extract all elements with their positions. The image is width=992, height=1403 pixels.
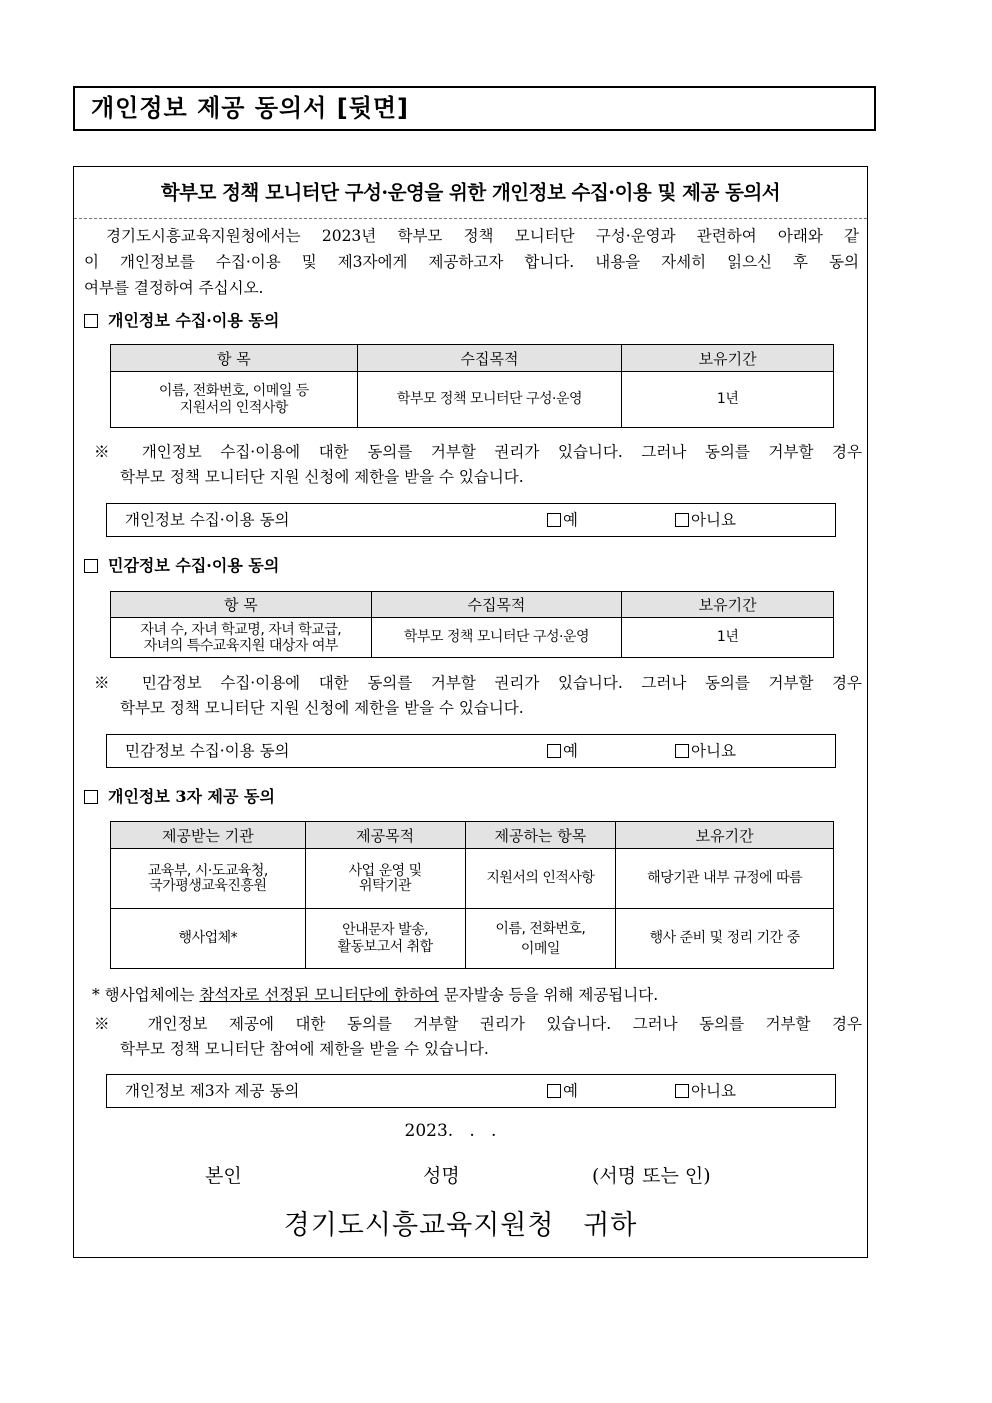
intro-line: 경기도시흥교육지원청에서는 2023년 학부모 정책 모니터단 구성·운영과 관련하여 아래와 같 [106,227,859,245]
no-label: 아니요 [691,742,736,760]
intro-line: 이 개인정보를 수집·이용 및 제3자에게 제공하고자 합니다. 내용을 자세히 읽으신 후 동의 [84,253,859,271]
table-header-row [111,345,834,372]
square-icon [84,314,98,328]
table-header-cell: 수집목적 [357,345,622,372]
table-row [111,909,834,969]
section1-heading [84,310,279,332]
vendor-note-underlined: 참석자로 선정된 모니터단에 한하여 [199,986,439,1004]
square-icon [84,559,98,573]
cell-line: 이름, 전화번호, [495,920,586,937]
table-cell [305,849,465,909]
intro-line: 여부를 결정하여 주십시오. [84,279,264,297]
table-cell: 1년 [622,618,834,658]
table-cell: 해당기관 내부 규정에 따름 [616,849,834,909]
table-header-cell: 항 목 [111,345,358,372]
section2-agree-box [106,734,836,768]
date-line [74,1121,867,1141]
yes-label: 예 [563,511,578,529]
cell-line: 자녀 수, 자녀 학교명, 자녀 학교급, [140,621,342,638]
table-header-cell: 항 목 [111,592,372,618]
table-header-cell: 수집목적 [371,592,622,618]
note-line: ※ 개인정보 수집·이용에 대한 동의를 거부할 권리가 있습니다. 그러나 동의를 거부할 경우 [94,443,862,461]
cell-line: 자녀의 특수교육지원 대상자 여부 [143,637,338,654]
table-cell [305,909,465,969]
table-row [111,849,834,909]
table-cell: 행사 준비 및 정리 기간 중 [616,909,834,969]
cell-line: 국가평생교육진흥원 [149,877,267,894]
vendor-note-suffix: 문자발송 등을 위해 제공됩니다. [438,986,659,1004]
recipient-text: 경기도시흥교육지원청 귀하 [283,1210,638,1241]
table-header-row [111,822,834,849]
table-cell [465,909,616,969]
note-line: ※ 민감정보 수집·이용에 대한 동의를 거부할 권리가 있습니다. 그러나 동의를 거부할 경우 [94,674,862,692]
table-cell: 1년 [622,372,834,428]
section3-table [110,821,834,969]
table-row [111,618,834,658]
cell-line: 위탁기관 [359,877,412,894]
table-cell [111,849,306,909]
yes-label: 예 [563,742,578,760]
vendor-note-prefix: * 행사업체에는 [92,986,200,1004]
section2-note [94,671,862,721]
section2-heading-text: 민감정보 수집·이용 동의 [108,556,280,575]
cell-line: 지원서의 인적사항 [179,399,288,416]
table-header-cell: 보유기간 [616,822,834,849]
square-icon [84,790,98,804]
name-label[interactable]: 성명 [423,1165,460,1187]
table-header-cell: 제공하는 항목 [465,822,616,849]
agree-label: 민감정보 수집·이용 동의 [125,742,290,760]
section3-heading [84,786,275,808]
cell-line: 교육부, 시·도교육청, [147,862,268,879]
form-title: 학부모 정책 모니터단 구성·운영을 위한 개인정보 수집·이용 및 제공 동의서 [74,167,867,219]
table-row [111,372,834,428]
checkbox-icon[interactable] [547,513,561,527]
sign-label[interactable]: (서명 또는 인) [592,1165,711,1187]
no-option[interactable] [675,1075,736,1107]
no-label: 아니요 [691,511,736,529]
checkbox-icon[interactable] [675,744,689,758]
table-cell: 지원서의 인적사항 [465,849,616,909]
consent-form [73,166,868,1258]
table-cell [111,618,372,658]
cell-line: 안내문자 발송, [342,921,429,938]
note-line: 학부모 정책 모니터단 참여에 제한을 받을 수 있습니다. [120,1040,489,1058]
cell-line: 사업 운영 및 [348,862,422,879]
self-label: 본인 [205,1165,242,1187]
section1-heading-text: 개인정보 수집·이용 동의 [108,311,280,330]
cell-line: 이름, 전화번호, 이메일 등 [158,382,309,399]
table-header-cell: 제공목적 [305,822,465,849]
note-line: 학부모 정책 모니터단 지원 신청에 제한을 받을 수 있습니다. [120,468,524,486]
recipient-line [74,1203,867,1242]
cell-line: 활동보고서 취합 [337,938,433,955]
section3-note [94,1012,862,1062]
table-cell: 학부모 정책 모니터단 구성·운영 [371,618,622,658]
checkbox-icon[interactable] [675,513,689,527]
agree-label: 개인정보 수집·이용 동의 [125,511,290,529]
page-title: 개인정보 제공 동의서 [뒷면] [73,86,876,131]
yes-label: 예 [563,1082,578,1100]
table-header-cell: 보유기간 [622,592,834,618]
no-option[interactable] [675,504,736,536]
cell-line: 이메일 [520,940,560,957]
vendor-note [92,983,862,1008]
table-header-cell: 보유기간 [622,345,834,372]
table-header-cell: 제공받는 기관 [111,822,306,849]
section3-agree-box [106,1074,836,1108]
section2-heading [84,555,279,577]
yes-option[interactable] [547,1075,578,1107]
section3-heading-text: 개인정보 3자 제공 동의 [108,787,275,806]
yes-option[interactable] [547,504,578,536]
checkbox-icon[interactable] [547,1084,561,1098]
intro-paragraph [84,223,859,301]
section1-note [94,440,862,490]
table-cell [111,372,358,428]
checkbox-icon[interactable] [675,1084,689,1098]
table-header-row [111,592,834,618]
section2-table [110,591,834,658]
no-option[interactable] [675,735,736,767]
no-label: 아니요 [691,1082,736,1100]
agree-label: 개인정보 제3자 제공 동의 [125,1082,300,1100]
table-cell: 행사업체* [111,909,306,969]
yes-option[interactable] [547,735,578,767]
note-line: ※ 개인정보 제공에 대한 동의를 거부할 권리가 있습니다. 그러나 동의를 거부할 경우 [94,1015,862,1033]
table-cell: 학부모 정책 모니터단 구성·운영 [357,372,622,428]
date-text: 2023. . . [404,1121,497,1141]
section1-agree-box [106,503,836,537]
signature-row [74,1161,867,1191]
checkbox-icon[interactable] [547,744,561,758]
section1-table [110,344,834,428]
note-line: 학부모 정책 모니터단 지원 신청에 제한을 받을 수 있습니다. [120,699,524,717]
